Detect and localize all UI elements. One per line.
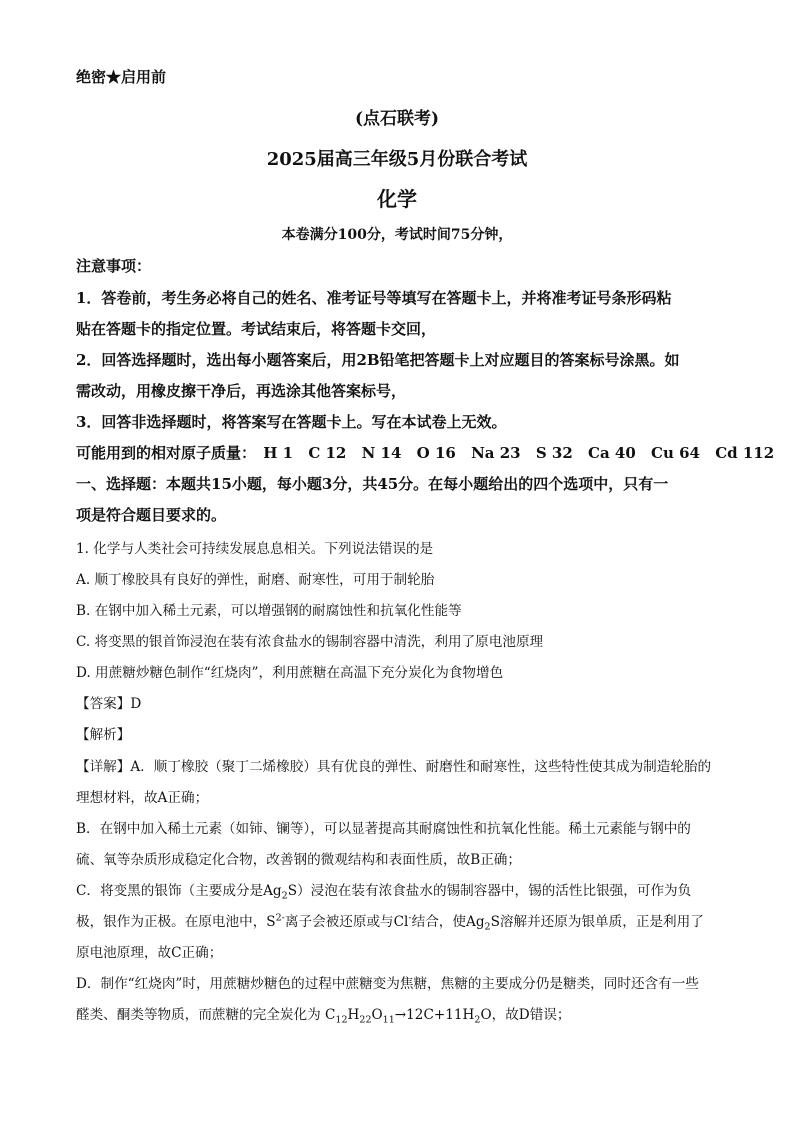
exam-info: 本卷满分100分，考试时间75分钟， <box>281 227 513 243</box>
section-heading-b: 项是符合题目要求的。 <box>76 506 227 524</box>
atom-item: H 1 <box>263 444 294 462</box>
detail-c-2 <box>76 910 704 933</box>
detail-b-1: B．在钢中加入稀土元素（如铈、镧等），可以显著提高其耐腐蚀性和抗氧化性能。稀土元素能与钢中的 <box>76 821 691 837</box>
detail-a-1: 【详解】A．顺丁橡胶（聚丁二烯橡胶）具有优良的弹性、耐磨性和耐寒性，这些特性使其成为制造轮胎的 <box>76 759 712 775</box>
atom-item: N 14 <box>361 444 402 462</box>
section-heading-a: 一、选择题：本题共15小题，每小题3分，共45分。在每小题给出的四个选项中，只有一 <box>76 475 669 493</box>
subscript: 12 <box>335 1014 348 1026</box>
subscript: 2 <box>484 921 491 933</box>
atom-item: Cu 64 <box>651 444 700 462</box>
atom-item: Cd 112 <box>715 444 775 462</box>
subscript: 11 <box>382 1014 395 1026</box>
atomic-masses-label: 可能用到的相对原子质量： <box>76 444 257 462</box>
subject-title: 化学 <box>377 187 417 211</box>
detail-a-2: 理想材料，故A正确； <box>76 790 209 806</box>
text-run: S溶解并还原为银单质，正是利用了 <box>490 914 704 930</box>
question-stem: 1. 化学与人类社会可持续发展息息相关。下列说法错误的是 <box>76 541 434 557</box>
atom-item: C 12 <box>308 444 347 462</box>
exam-title: 2025届高三年级5月份联合考试 <box>266 149 528 170</box>
text-run: S）浸泡在装有浓食盐水的锡制容器中，锡的活性比银强，可作为负 <box>287 883 692 899</box>
text-run: 结合，使Ag <box>411 914 485 930</box>
text-run: 醛类、酮类等物质，而蔗糖的完全炭化为 C <box>76 1007 336 1023</box>
secret-label: 绝密★启用前 <box>76 68 167 86</box>
notice-item-1b: 贴在答题卡的指定位置。考试结束后，将答题卡交回， <box>76 320 437 338</box>
text-run: O <box>371 1007 383 1023</box>
atomic-masses <box>76 442 784 463</box>
atom-item: Ca 40 <box>588 444 636 462</box>
detail-d-1: D．制作“红烧肉”时，用蔗糖炒糖色的过程中蔗糖变为焦糖，焦糖的主要成分仍是糖类，同时还含有一些 <box>76 976 699 992</box>
org-label: (点石联考) <box>354 109 440 129</box>
detail-d-2 <box>76 1003 571 1026</box>
analysis-label: 【解析】 <box>76 727 131 743</box>
atom-item: Na 23 <box>471 444 521 462</box>
notice-item-1a: 1．答卷前，考生务必将自己的姓名、准考证号等填写在答题卡上，并将准考证号条形码粘 <box>76 289 672 307</box>
text-run: →12C+11H <box>394 1007 475 1023</box>
notice-item-2a: 2．回答选择题时，选出每小题答案后，用2B铅笔把答题卡上对应题目的答案标号涂黑。如 <box>76 351 680 369</box>
notice-item-2b: 需改动，用橡皮擦干净后，再选涂其他答案标号， <box>76 382 407 400</box>
subscript: 2 <box>281 890 288 902</box>
notice-item-3: 3．回答非选择题时，将答案写在答题卡上。写在本试卷上无效。 <box>76 413 507 431</box>
atom-item: S 32 <box>535 444 573 462</box>
subscript: 22 <box>359 1014 372 1026</box>
superscript: 2- <box>275 912 285 924</box>
notice-heading: 注意事项： <box>76 257 152 275</box>
option-b: B. 在钢中加入稀土元素，可以增强钢的耐腐蚀性和抗氧化性能等 <box>76 603 462 619</box>
superscript: - <box>408 912 412 924</box>
text-run: C．将变黑的银饰（主要成分是Ag <box>76 883 282 899</box>
text-run: 离子会被还原或与Cl <box>284 914 409 930</box>
option-c: C. 将变黑的银首饰浸泡在装有浓食盐水的锡制容器中清洗，利用了原电池原理 <box>76 634 544 650</box>
detail-c-1 <box>76 879 692 902</box>
text-run: 极，银作为正极。在原电池中，S <box>76 914 276 930</box>
answer-label: 【答案】D <box>76 696 142 712</box>
option-d: D. 用蔗糖炒糖色制作“红烧肉”，利用蔗糖在高温下充分炭化为食物增色 <box>76 665 504 681</box>
atom-item: O 16 <box>416 444 456 462</box>
option-a: A. 顺丁橡胶具有良好的弹性，耐磨、耐寒性，可用于制轮胎 <box>76 572 435 588</box>
text-run: O，故D错误； <box>480 1007 571 1023</box>
detail-b-2: 硫、氧等杂质形成稳定化合物，改善钢的微观结构和表面性质，故B正确； <box>76 852 521 868</box>
subscript: 2 <box>474 1014 481 1026</box>
detail-c-3: 原电池原理，故C正确； <box>76 945 223 961</box>
text-run: H <box>347 1007 360 1023</box>
